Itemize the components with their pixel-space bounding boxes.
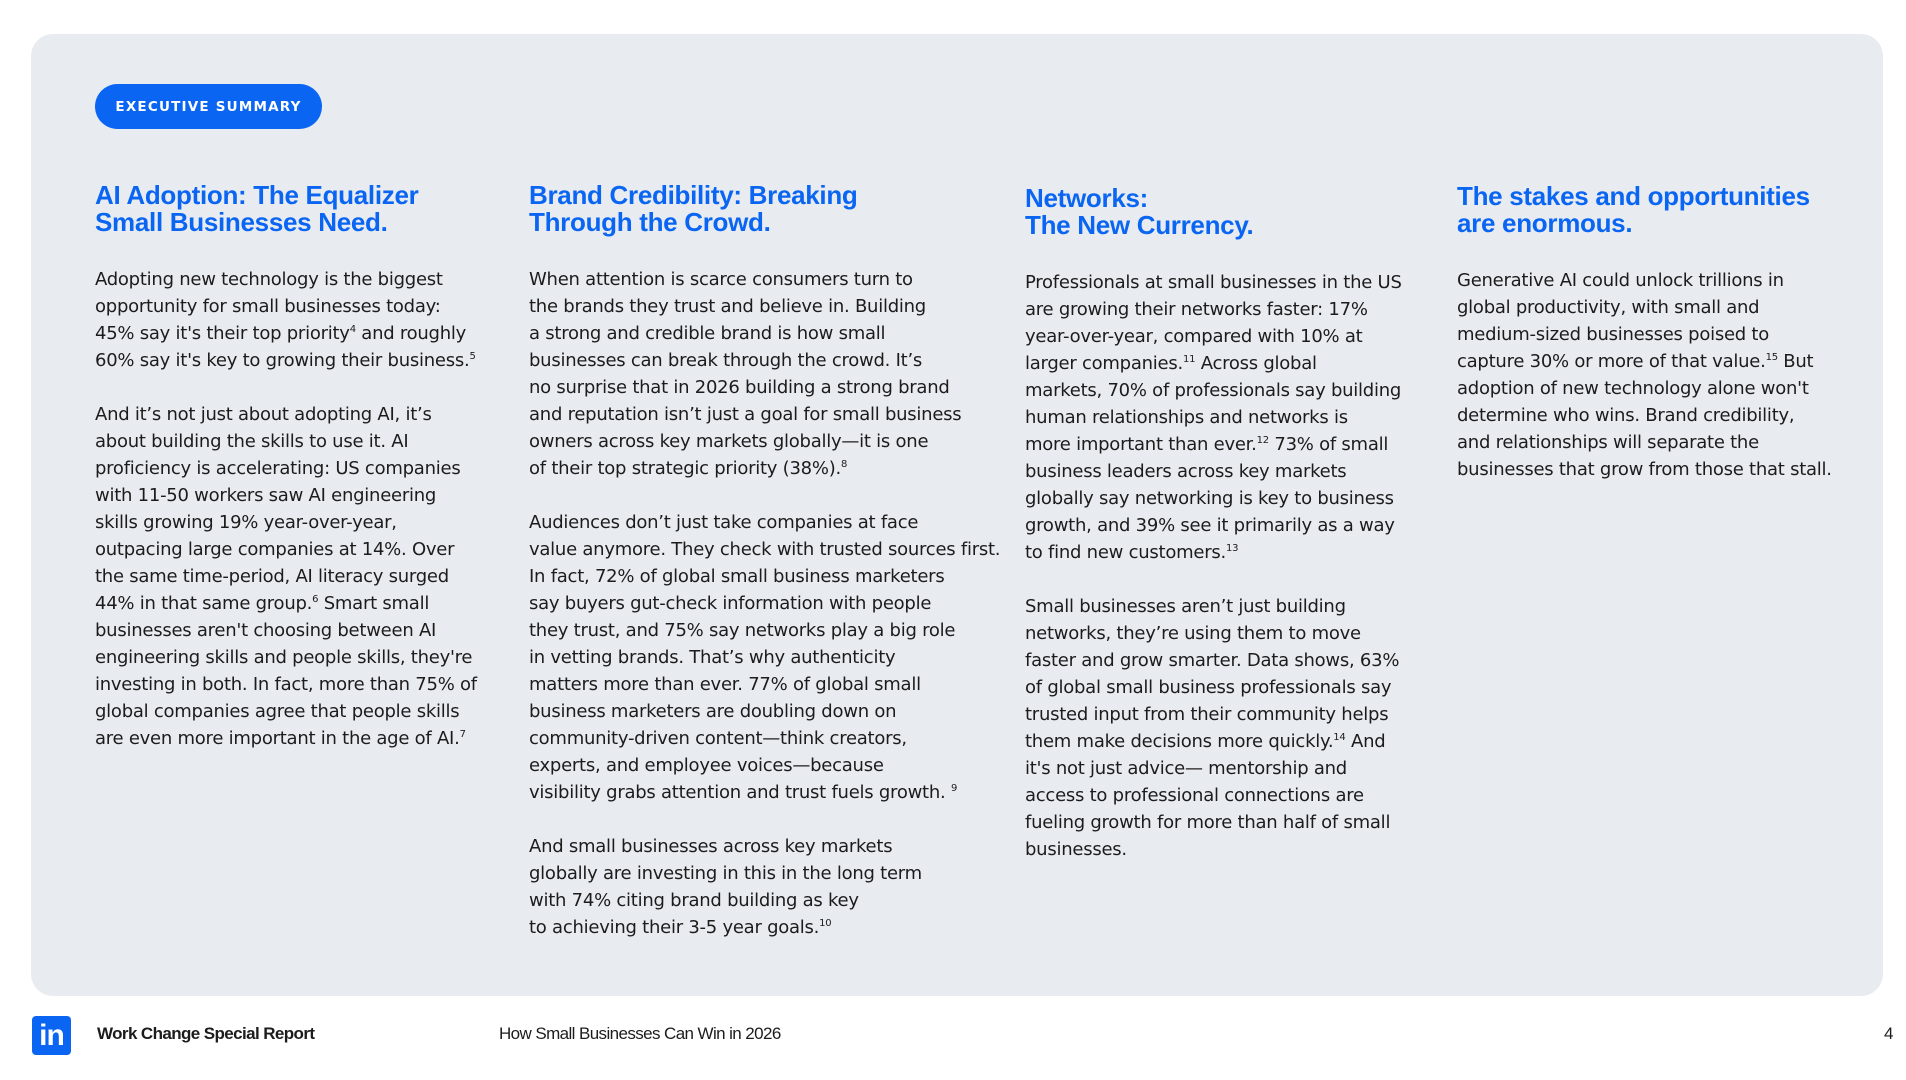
footnote-ref: 13: [1225, 543, 1239, 554]
body-paragraph: And it’s not just about adopting AI, it’s about building the skills to use it. AI proficiency is accelerating: US companies with 11-50 workers saw AI engineering skills growing 19% year-over-year, outpacing large companies at 14%. Over the same time-period, AI literacy surged 44% in that same group.$^6$ Smart small businesses aren't choosing between AI engineering skills and people skills, they're investing in both. In fact, more than 75% of global companies agree that people skills are even more important in the age of AI.$^7$: [95, 404, 477, 749]
column-body: [1025, 269, 1402, 863]
footnote-ref: 14: [1333, 732, 1346, 743]
footer-report-name: Work Change Special Report: [97, 1024, 315, 1043]
body-paragraph: When attention is scarce consumers turn to the brands they trust and believe in. Building a strong and credible brand is how small businesses can break through the crowd. It’s no surprise that in 2026 building a strong brand and reputation isn’t just a goal for small business owners across key markets globally—it is one of their top strategic priority (38%).$^8$: [529, 269, 962, 479]
footnote-ref: 4: [349, 324, 356, 335]
footer-report-title: How Small Businesses Can Win in 2026: [499, 1024, 781, 1043]
body-paragraph: Professionals at small businesses in the US are growing their networks faster: 17% year-over-year, compared with 10% at larger companies.$^{11}$ Across global markets, 70% of professionals say building human relationships and networks is more important than ever.$^{12}$ 73% of small business leaders across key markets globally say networking is key to business growth, and 39% see it primarily as a way to find new customers.$^{13}$: [1025, 272, 1402, 563]
column-title: Networks: The New Currency.: [1025, 183, 1254, 240]
footnote-ref: 11: [1182, 354, 1196, 365]
page-number: 4: [1884, 1024, 1893, 1043]
body-paragraph: Adopting new technology is the biggest opportunity for small businesses today: 45% say it's their top priority$^4$ and roughly 60% say it's key to growing their business.$^5$: [95, 269, 476, 371]
column-body: [95, 266, 477, 752]
body-paragraph: Small businesses aren’t just building networks, they’re using them to move faster and grow smarter. Data shows, 63% of global small business professionals say trusted input from their community helps them make decisions more quickly.$^{14}$ And it's not just advice— mentorship and access to professional connections are fueling growth for more than half of small businesses.: [1025, 596, 1400, 860]
footnote-ref: 5: [469, 351, 476, 362]
body-paragraph: Audiences don’t just take companies at face value anymore. They check with trusted sources first. In fact, 72% of global small business marketers say buyers gut-check information with people they trust, and 75% say networks play a big role in vetting brands. That’s why authenticity matters more than ever. 77% of global small business marketers are doubling down on community-driven content—think creators, experts, and employee voices—because visibility grabs attention and trust fuels growth. $^9$: [529, 512, 1001, 803]
column-body: [1457, 267, 1832, 483]
column-title: Brand Credibility: Breaking Through the Crowd.: [529, 180, 858, 237]
footnote-ref: 12: [1256, 435, 1269, 446]
column-body: [529, 266, 1000, 941]
footnote-ref: 8: [840, 459, 848, 470]
footnote-ref: 9: [950, 783, 958, 794]
footnote-ref: 10: [819, 918, 832, 929]
footnote-ref: 7: [459, 729, 466, 740]
linkedin-logo-icon: [32, 1016, 71, 1055]
body-paragraph: And small businesses across key markets globally are investing in this in the long term with 74% citing brand building as key to achieving their 3-5 year goals.$^{10}$: [529, 836, 922, 938]
body-paragraph: Generative AI could unlock trillions in global productivity, with small and medium-sized businesses poised to capture 30% or more of that value.$^{15}$ But adoption of new technology alone won't determine who wins. Brand credibility, and relationships will separate the businesses that grow from those that stall.: [1457, 270, 1832, 480]
footnote-ref: 6: [312, 594, 319, 605]
column-title: AI Adoption: The Equalizer Small Businesses Need.: [95, 180, 419, 237]
section-badge: EXECUTIVE SUMMARY: [95, 84, 322, 129]
logo-text: in: [39, 1019, 64, 1052]
footnote-ref: 15: [1765, 352, 1778, 363]
column-title: The stakes and opportunities are enormous.: [1457, 181, 1810, 238]
